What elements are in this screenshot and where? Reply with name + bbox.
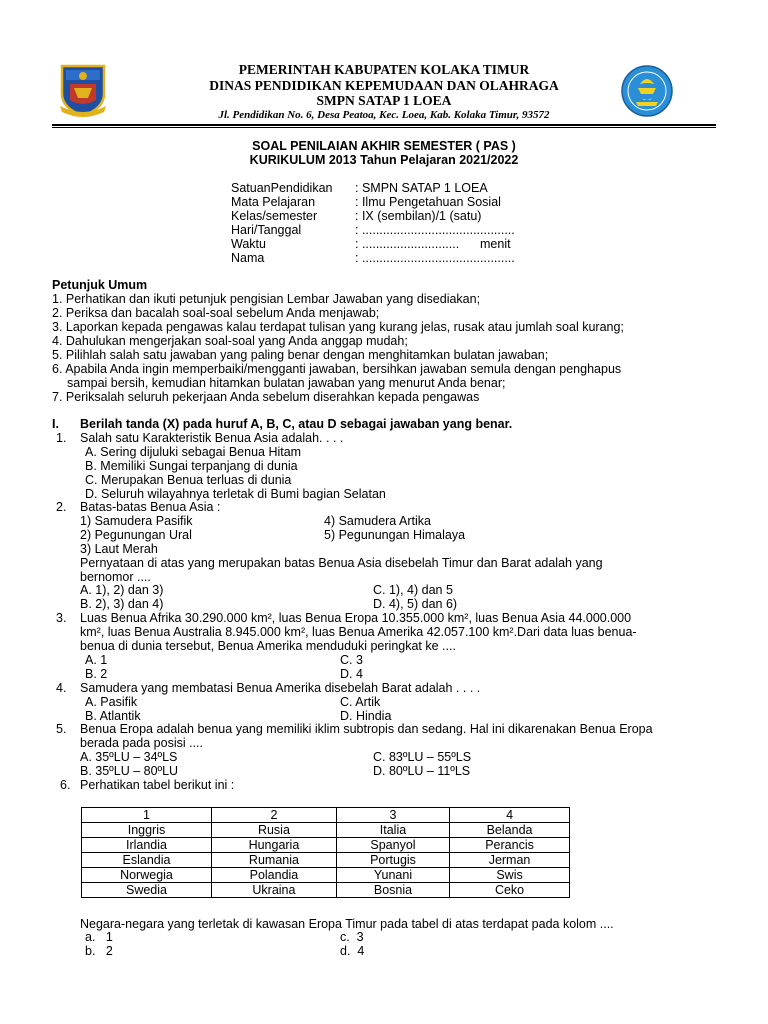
instruction-item: 5. Pilihlah salah satu jawaban yang paling benar dengan menghitamkan bulatan jawaban; [52,348,549,362]
answer-option: C. 1), 4) dan 5 [373,583,453,597]
question-text: Batas-batas Benua Asia : [80,500,221,514]
identity-value: : ............................ menit [355,237,511,251]
table-cell: Italia [336,823,449,838]
answer-option: b. 2 [85,944,113,958]
question-text: Perhatikan tabel berikut ini : [80,778,235,792]
identity-value: : ............................................ [355,223,515,237]
table-cell: Spanyol [336,838,449,853]
exam-title: SOAL PENILAIAN AKHIR SEMESTER ( PAS ) [252,139,516,153]
answer-option: c. 3 [340,930,364,944]
answer-option: B. 2), 3) dan 4) [80,597,164,611]
table-row [82,838,570,853]
list-item: 4) Samudera Artika [324,514,431,528]
identity-label: SatuanPendidikan [231,181,333,195]
question-text: Luas Benua Afrika 30.290.000 km², luas Benua Eropa 10.355.000 km², luas Benua Asia 44.000.000 [80,611,632,625]
identity-label: Nama [231,251,265,265]
question-number: 3. [56,611,67,625]
table-cell: Hungaria [211,838,336,853]
table-cell: Swedia [82,883,212,898]
answer-option: B. 35ºLU – 80ºLU [80,764,179,778]
answer-option: C. Artik [340,695,381,709]
table-row [82,853,570,868]
instruction-item: 4. Dahulukan mengerjakan soal-soal yang Anda anggap mudah; [52,334,408,348]
table-cell: Eslandia [82,853,212,868]
question-number: 4. [56,681,67,695]
instructions-heading: Petunjuk Umum [52,278,148,292]
table-cell: Polandia [211,868,336,883]
table-row [82,883,570,898]
question-text: Salah satu Karakteristik Benua Asia adalah. . . . [80,431,344,445]
answer-option: C. 3 [340,653,363,667]
instruction-item: sampai bersih, kemudian hitamkan bulatan jawaban yang menurut Anda benar; [67,376,506,390]
identity-value: : SMPN SATAP 1 LOEA [355,181,488,195]
answer-option: A. 35ºLU – 34ºLS [80,750,178,764]
list-item: 3) Laut Merah [80,542,158,556]
answer-option: C. 83ºLU – 55ºLS [373,750,472,764]
table-row [82,868,570,883]
answer-option: B. 2 [85,667,108,681]
question-number: 5. [56,722,67,736]
instruction-item: 3. Laporkan kepada pengawas kalau terdapat tulisan yang kurang jelas, rusak atau jumlah soal kurang; [52,320,624,334]
question-text: Pernyataan di atas yang merupakan batas Benua Asia disebelah Timur dan Barat adalah yang [80,556,603,570]
answer-option: A. 1 [85,653,108,667]
header-rule-thick [52,124,716,126]
identity-value: : ............................................ [355,251,515,265]
list-item: 1) Samudera Pasifik [80,514,193,528]
question-text: Negara-negara yang terletak di kawasan Eropa Timur pada tabel di atas terdapat pada kolom .... [80,917,614,931]
table-cell: Ukraina [211,883,336,898]
section-number: I. [52,417,59,431]
identity-label: Waktu [231,237,266,251]
answer-option: A. 1), 2) dan 3) [80,583,164,597]
answer-option: d. 4 [340,944,365,958]
header-government: PEMERINTAH KABUPATEN KOLAKA TIMUR [238,62,530,77]
question-text: benua di dunia tersebut, Benua Amerika menduduki peringkat ke .... [80,639,456,653]
answer-option: a. 1 [85,930,113,944]
table-cell: Swis [450,868,570,883]
question-number: 6. [60,778,71,792]
table-cell: Rumania [211,853,336,868]
table-cell: Rusia [211,823,336,838]
table-cell: Ceko [450,883,570,898]
answer-option: B. Memiliki Sungai terpanjang di dunia [85,459,298,473]
instruction-item: 1. Perhatikan dan ikuti petunjuk pengisian Lembar Jawaban yang disediakan; [52,292,481,306]
header-address: Jl. Pendidikan No. 6, Desa Peatoa, Kec. Loea, Kab. Kolaka Timur, 93572 [218,109,550,121]
list-item: 2) Pegunungan Ural [80,528,192,542]
table-header-cell: 3 [336,808,449,823]
table-header-cell: 1 [82,808,212,823]
identity-label: Hari/Tanggal [231,223,302,237]
header-rule-thin [52,127,716,128]
table-header-row [82,808,570,823]
answer-option: C. Merupakan Benua terluas di dunia [85,473,292,487]
instruction-item: 2. Periksa dan bacalah soal-soal sebelum Anda menjawab; [52,306,380,320]
question-text: km², luas Benua Australia 8.945.000 km², luas Benua Amerika 42.057.100 km².Dari data luas benua- [80,625,637,639]
identity-label: Mata Pelajaran [231,195,316,209]
table-cell: Jerman [450,853,570,868]
answer-option: D. Seluruh wilayahnya terletak di Bumi bagian Selatan [85,487,386,501]
section-instruction: Berilah tanda (X) pada huruf A, B, C, atau D sebagai jawaban yang benar. [80,417,513,431]
list-item: 5) Pegunungan Himalaya [324,528,466,542]
identity-label: Kelas/semester [231,209,318,223]
table-cell: Inggris [82,823,212,838]
answer-option: D. Hindia [340,709,392,723]
table-cell: Norwegia [82,868,212,883]
answer-option: D. 80ºLU – 11ºLS [373,764,471,778]
header-school: SMPN SATAP 1 LOEA [316,93,452,108]
table-cell: Perancis [450,838,570,853]
instruction-item: 7. Periksalah seluruh pekerjaan Anda sebelum diserahkan kepada pengawas [52,390,480,404]
table-row [82,823,570,838]
question-text: Samudera yang membatasi Benua Amerika disebelah Barat adalah . . . . [80,681,481,695]
countries-table [81,807,570,898]
identity-value: : IX (sembilan)/1 (satu) [355,209,482,223]
answer-option: D. 4), 5) dan 6) [373,597,458,611]
answer-option: B. Atlantik [85,709,141,723]
instruction-item: 6. Apabila Anda ingin memperbaiki/mengganti jawaban, bersihkan jawaban semula dengan penghapus [52,362,622,376]
exam-curriculum: KURIKULUM 2013 Tahun Pelajaran 2021/2022 [249,153,519,167]
question-text: bernomor .... [80,570,151,584]
answer-option: A. Pasifik [85,695,138,709]
answer-option: A. Sering dijuluki sebagai Benua Hitam [85,445,302,459]
table-cell: Bosnia [336,883,449,898]
table-cell: Portugis [336,853,449,868]
question-number: 2. [56,500,67,514]
table-cell: Irlandia [82,838,212,853]
table-cell: Belanda [450,823,570,838]
table-header-cell: 2 [211,808,336,823]
table-header-cell: 4 [450,808,570,823]
answer-option: D. 4 [340,667,363,681]
table-cell: Yunani [336,868,449,883]
question-text: Benua Eropa adalah benua yang memiliki iklim subtropis dan sedang. Hal ini dikarenakan Benua Eropa [80,722,653,736]
question-number: 1. [56,431,67,445]
question-text: berada pada posisi .... [80,736,203,750]
identity-value: : Ilmu Pengetahuan Sosial [355,195,501,209]
header-department: DINAS PENDIDIKAN KEPEMUDAAN DAN OLAHRAGA [209,78,559,93]
